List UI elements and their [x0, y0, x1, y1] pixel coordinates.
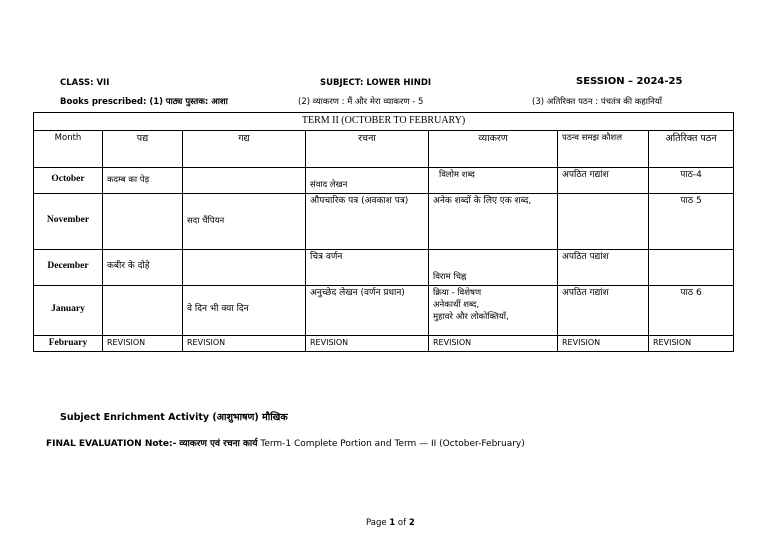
rachna-cell: औपचारिक पत्र (अवकाश पत्र) — [306, 193, 429, 249]
pathan-cell — [558, 193, 649, 249]
term-title: TERM II (OCTOBER TO FEBRUARY) — [34, 113, 734, 131]
atirikt-cell: REVISION — [649, 335, 734, 352]
month-cell: October — [34, 167, 103, 193]
column-header-atirikt: अतिरिक्त पठन — [649, 130, 734, 167]
vyakaran-cell: अनेक शब्दों के लिए एक शब्द, — [429, 193, 558, 249]
atirikt-cell: पाठ-4 — [649, 167, 734, 193]
rachna-cell: REVISION — [306, 335, 429, 352]
vyakaran-line: अनेकार्थी शब्द, — [433, 299, 480, 310]
syllabus-table — [33, 112, 734, 352]
pathan-cell: अपठित पद्यांश — [558, 249, 649, 285]
book-3-line — [532, 96, 662, 107]
rachna-cell: संवाद लेखन — [306, 167, 429, 193]
page-of: of — [395, 518, 409, 528]
final-note-hindi: व्याकरण एवं रचना कार्य — [179, 439, 258, 449]
column-header-row — [34, 130, 734, 167]
session-label: SESSION – 2024-25 — [576, 76, 683, 87]
month-cell: November — [34, 193, 103, 249]
vyakaran-line: क्रिया - विशेषण — [433, 287, 482, 298]
final-note-rest: Term-1 Complete Portion and Term — II (October-February) — [260, 439, 525, 449]
column-header-month: Month — [34, 130, 103, 167]
column-header-pathan: पठन्व समझ कौशल — [558, 130, 649, 167]
atirikt-cell — [649, 285, 734, 335]
pathan-cell: अपठित गद्यांश — [558, 167, 649, 193]
padya-cell — [103, 285, 183, 335]
pathan-cell: अपठित गद्यांश — [558, 285, 649, 335]
gadya-cell — [183, 249, 306, 285]
vyakaran-cell: विराम चिह्न — [429, 249, 558, 285]
column-header-gadya: गद्य — [183, 130, 306, 167]
page-total: 2 — [408, 518, 415, 528]
padya-cell — [103, 193, 183, 249]
pathan-cell: REVISION — [558, 335, 649, 352]
page-current: 1 — [389, 518, 396, 528]
book-2-prefix: (2) — [298, 97, 311, 107]
enrichment-activity: Subject Enrichment Activity (आशुभाषण) मौखिक — [60, 412, 288, 423]
column-header-rachna: रचना — [306, 130, 429, 167]
term-title-row — [34, 113, 734, 131]
gadya-cell: REVISION — [183, 335, 306, 352]
rachna-cell: अनुच्छेद लेखन (वर्णन प्रधान) — [306, 285, 429, 335]
padya-cell: कबीर के दोहे — [103, 249, 183, 285]
atirikt-text: पाठ 6 — [680, 287, 702, 298]
table-row — [34, 167, 734, 193]
column-header-vyakaran: व्याकरण — [429, 130, 558, 167]
column-header-padya: पद्य — [103, 130, 183, 167]
final-evaluation-note — [46, 436, 525, 449]
table-row — [34, 285, 734, 335]
books-prescribed — [60, 96, 228, 107]
page-prefix: Page — [366, 518, 390, 528]
vyakaran-cell: विलोम शब्द — [429, 167, 558, 193]
atirikt-cell — [649, 249, 734, 285]
book-2-line — [298, 96, 423, 107]
month-cell: January — [34, 285, 103, 335]
subject-label: SUBJECT: LOWER HINDI — [320, 78, 432, 88]
book-2: व्याकरण : मैं और मेरा व्याकरण - 5 — [312, 97, 424, 107]
page-number — [366, 518, 415, 528]
vyakaran-line: मुहावरे और लोकोक्तियाँ, — [433, 312, 509, 323]
atirikt-cell — [649, 193, 734, 249]
month-cell: December — [34, 249, 103, 285]
month-cell: February — [34, 335, 103, 352]
gadya-cell — [183, 167, 306, 193]
vyakaran-cell: REVISION — [429, 335, 558, 352]
gadya-cell: सदा चैंपियन — [183, 193, 306, 249]
vyakaran-cell — [429, 285, 558, 335]
table-row — [34, 249, 734, 285]
table-row — [34, 193, 734, 249]
books-prefix: Books prescribed: (1) — [60, 97, 164, 107]
book-1: पाठ्य पुस्तक: आशा — [165, 97, 228, 107]
padya-cell: कदम्ब का पेड़ — [103, 167, 183, 193]
atirikt-text: पाठ 5 — [680, 195, 702, 206]
final-note-label: FINAL EVALUATION Note:- — [46, 439, 177, 449]
rachna-cell: चित्र वर्णन — [306, 249, 429, 285]
padya-cell: REVISION — [103, 335, 183, 352]
table-row — [34, 335, 734, 352]
book-3-prefix: (3) — [532, 97, 545, 107]
class-label: CLASS: VII — [60, 78, 110, 88]
book-3: अतिरिक्त पठन : पंचतंत्र की कहानियाँ — [546, 97, 663, 107]
gadya-cell: वे दिन भी क्या दिन — [183, 285, 306, 335]
